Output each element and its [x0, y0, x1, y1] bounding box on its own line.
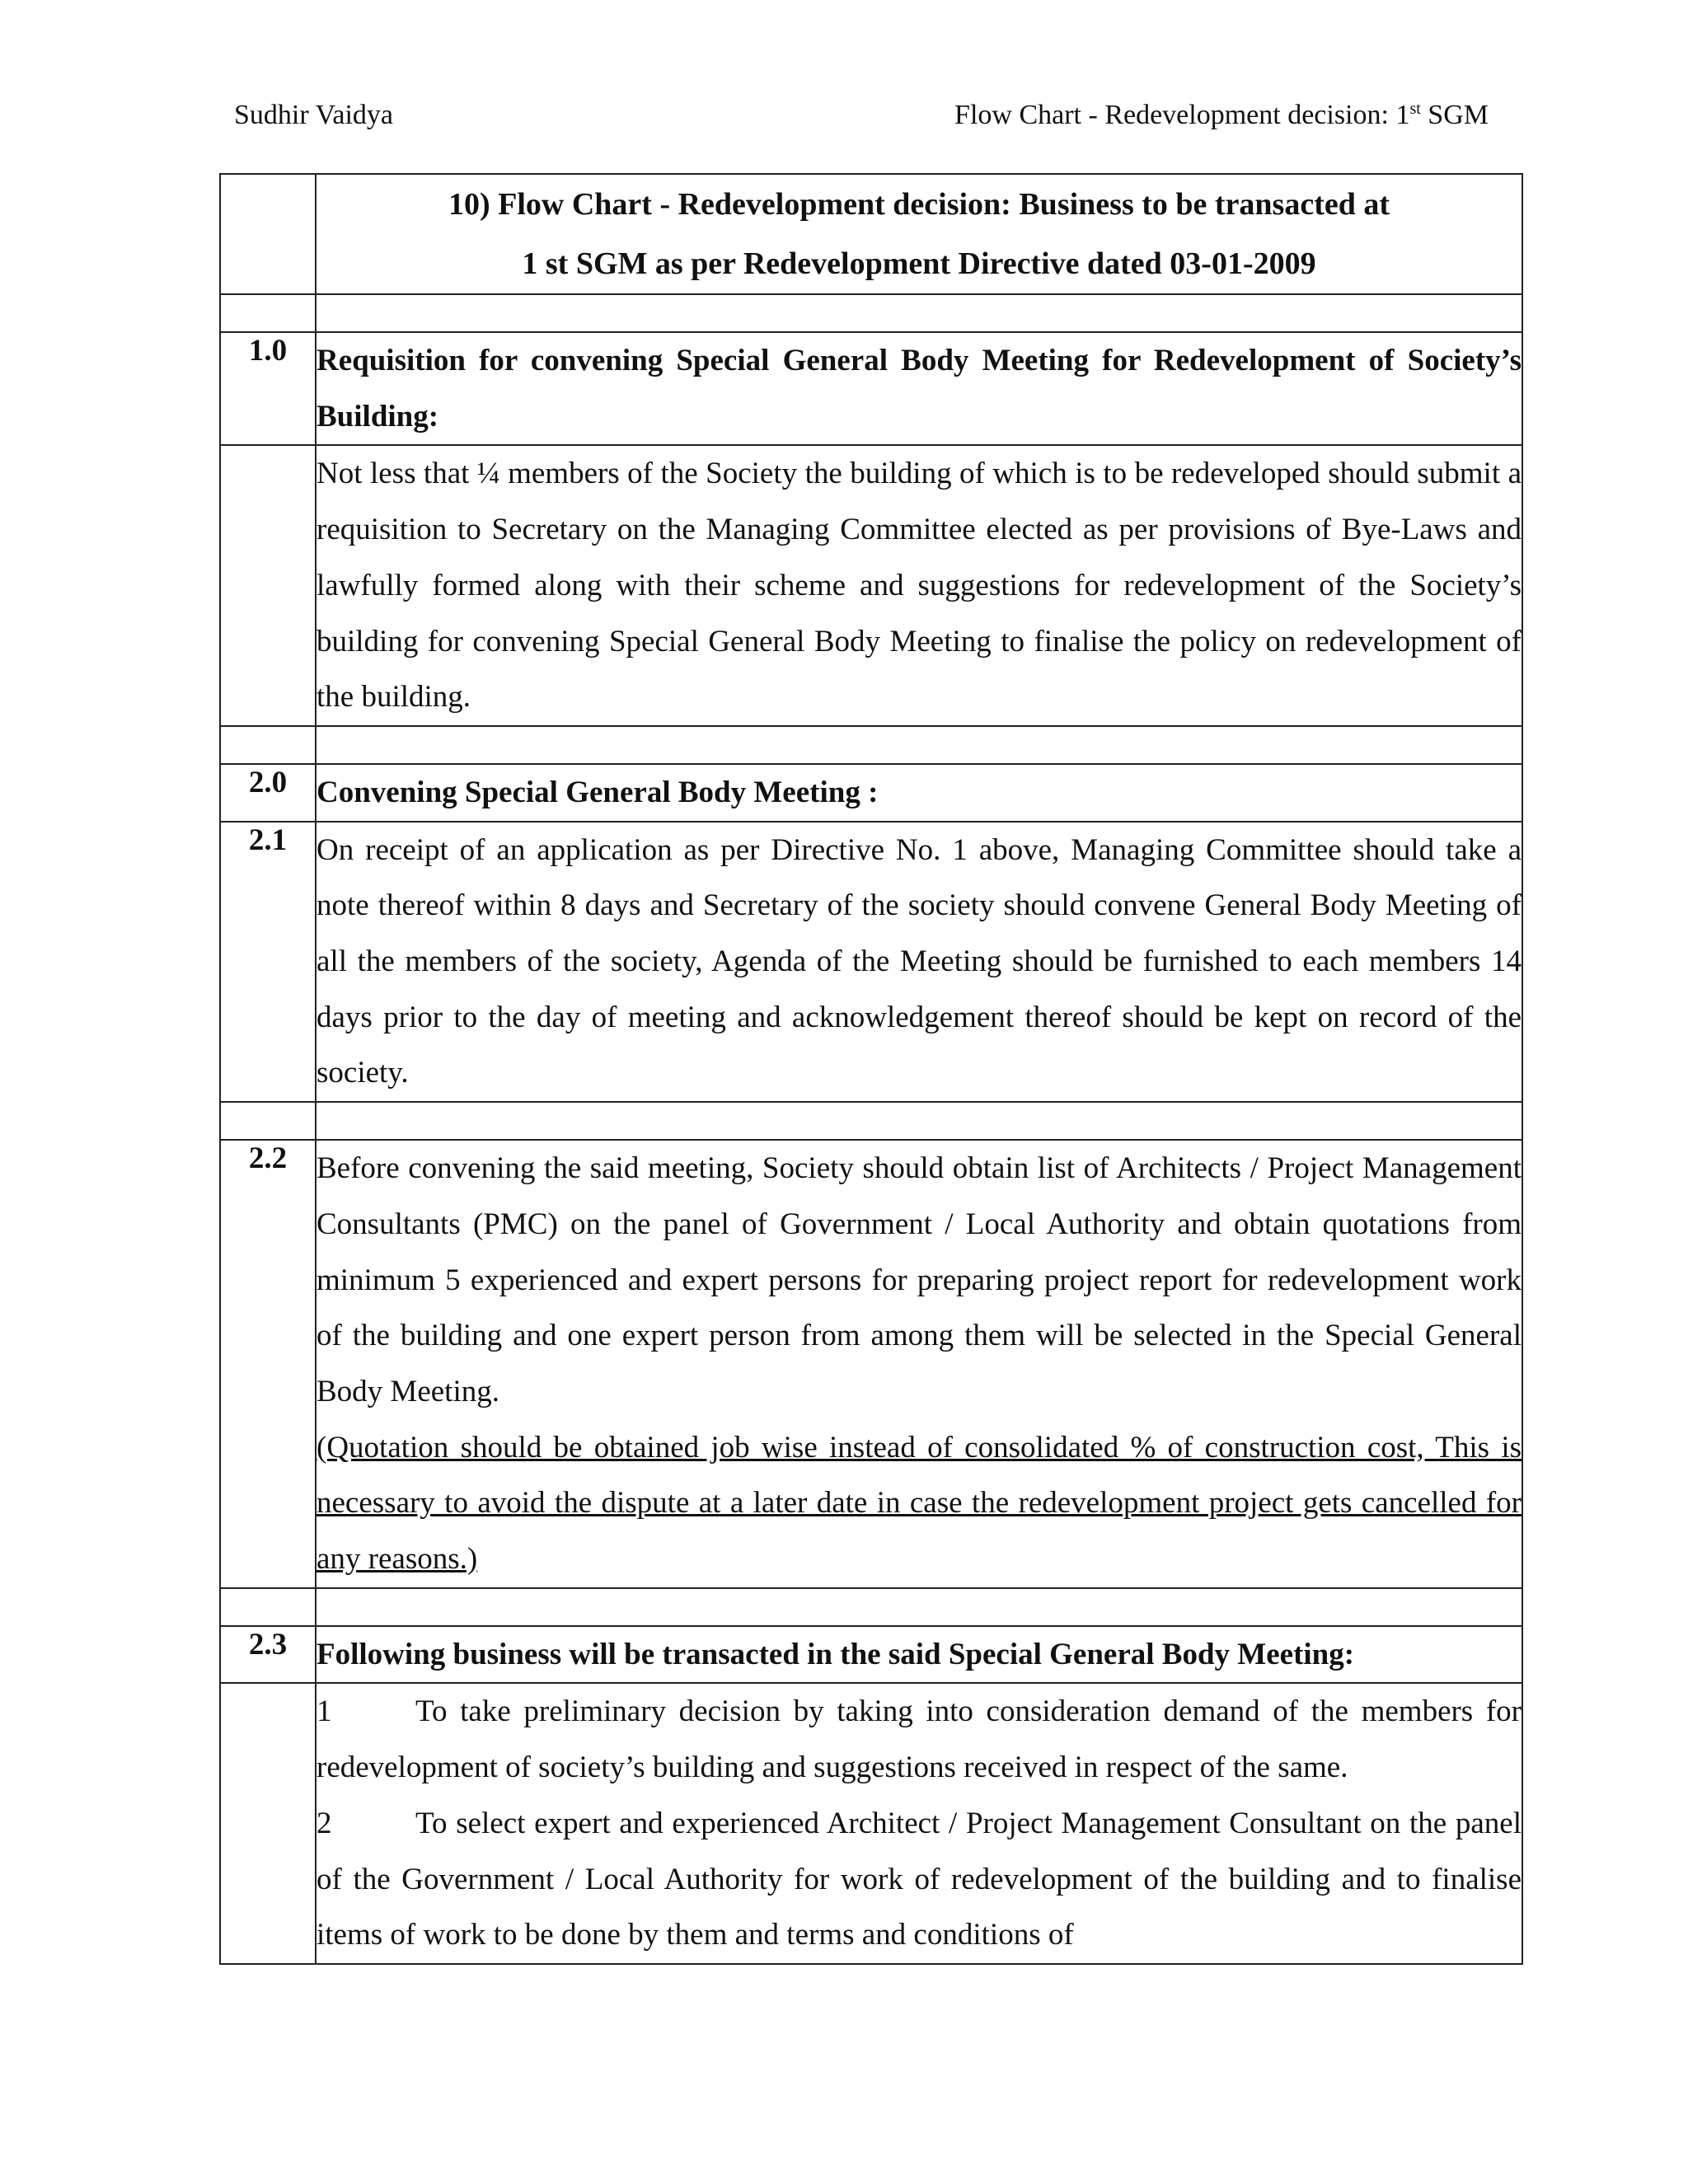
section-heading: Convening Special General Body Meeting : — [316, 764, 1522, 822]
list-item — [316, 1684, 1522, 1795]
list-item-text: To select expert and experienced Architect / Project Management Consultant on the panel of the Government / Local Authority for work of redevelopment of the building and to finalise items of work to be done by them and terms and conditions of — [316, 1806, 1522, 1952]
section-heading: Following business will be transacted in the said Special General Body Meeting: — [316, 1626, 1522, 1684]
header-title-prefix: Flow Chart - Redevelopment decision: 1 — [954, 100, 1410, 130]
spacer-row — [220, 726, 1522, 764]
list-item-text: To take preliminary decision by taking into consideration demand of the members for redevelopment of society’s building and suggestions received in respect of the same. — [316, 1694, 1522, 1785]
section-number: 2.3 — [220, 1626, 316, 1684]
page-header-title — [954, 97, 1489, 134]
header-title-sup: st — [1409, 100, 1421, 118]
list-item-number: 2 — [316, 1806, 332, 1840]
page-header-author: Sudhir Vaidya — [234, 100, 393, 130]
list-item-number: 1 — [316, 1694, 332, 1729]
spacer-row — [220, 1588, 1522, 1626]
section-2-3-heading-row — [220, 1626, 1522, 1684]
business-item-list — [316, 1683, 1522, 1964]
section-2-2-row — [220, 1140, 1522, 1588]
section-2-1-row — [220, 822, 1522, 1103]
section-2-heading-row — [220, 764, 1522, 822]
section-text-block — [316, 1140, 1522, 1588]
header-title-suffix: SGM — [1420, 100, 1489, 130]
spacer-row — [220, 1102, 1522, 1140]
section-1-text-row — [220, 445, 1522, 726]
section-heading: Requisition for convening Special General Body Meeting for Redevelopment of Society’s Building: — [316, 332, 1522, 445]
title-line-1: 10) Flow Chart - Redevelopment decision: Business to be transacted at — [448, 187, 1390, 222]
section-1-heading-row — [220, 332, 1522, 445]
section-text: Before convening the said meeting, Society should obtain list of Architects / Project Management Consultants (PMC) on the panel of Government / Local Authority and obtain quotations from minimum 5 experienced and expert persons for preparing project report for redevelopment work of the building and one expert person from among them will be selected in the Special General Body Meeting. — [316, 1151, 1522, 1408]
title-line-2: 1 st SGM as per Redevelopment Directive dated 03-01-2009 — [522, 246, 1316, 281]
section-number: 2.1 — [220, 822, 316, 1103]
list-item — [316, 1796, 1522, 1963]
document-title — [316, 174, 1522, 294]
section-text: Not less that ¼ members of the Society the building of which is to be redeveloped should submit a requisition to Secretary on the Managing Committee elected as per provisions of Bye-Laws and lawfully formed along with their scheme and suggestions for redevelopment of the Society’s building for convening Special General Body Meeting to finalise the policy on redevelopment of the building. — [316, 445, 1522, 726]
title-num-cell — [220, 174, 316, 294]
spacer-row — [220, 294, 1522, 332]
section-text: On receipt of an application as per Directive No. 1 above, Managing Committee should take a note thereof within 8 days and Secretary of the society should convene General Body Meeting of all the members of the society, Agenda of the Meeting should be furnished to each members 14 days prior to the day of meeting and acknowledgement thereof should be kept on record of the society. — [316, 822, 1522, 1103]
section-number: 2.2 — [220, 1140, 316, 1588]
section-note: (Quotation should be obtained job wise instead of consolidated % of construction cost, This is necessary to avoid the dispute at a later date in case the redevelopment project gets cancelled for any reasons.) — [316, 1430, 1522, 1577]
directive-table — [219, 173, 1523, 1965]
section-number: 1.0 — [220, 332, 316, 445]
section-number: 2.0 — [220, 764, 316, 822]
title-row — [220, 174, 1522, 294]
section-2-3-items-row — [220, 1683, 1522, 1964]
